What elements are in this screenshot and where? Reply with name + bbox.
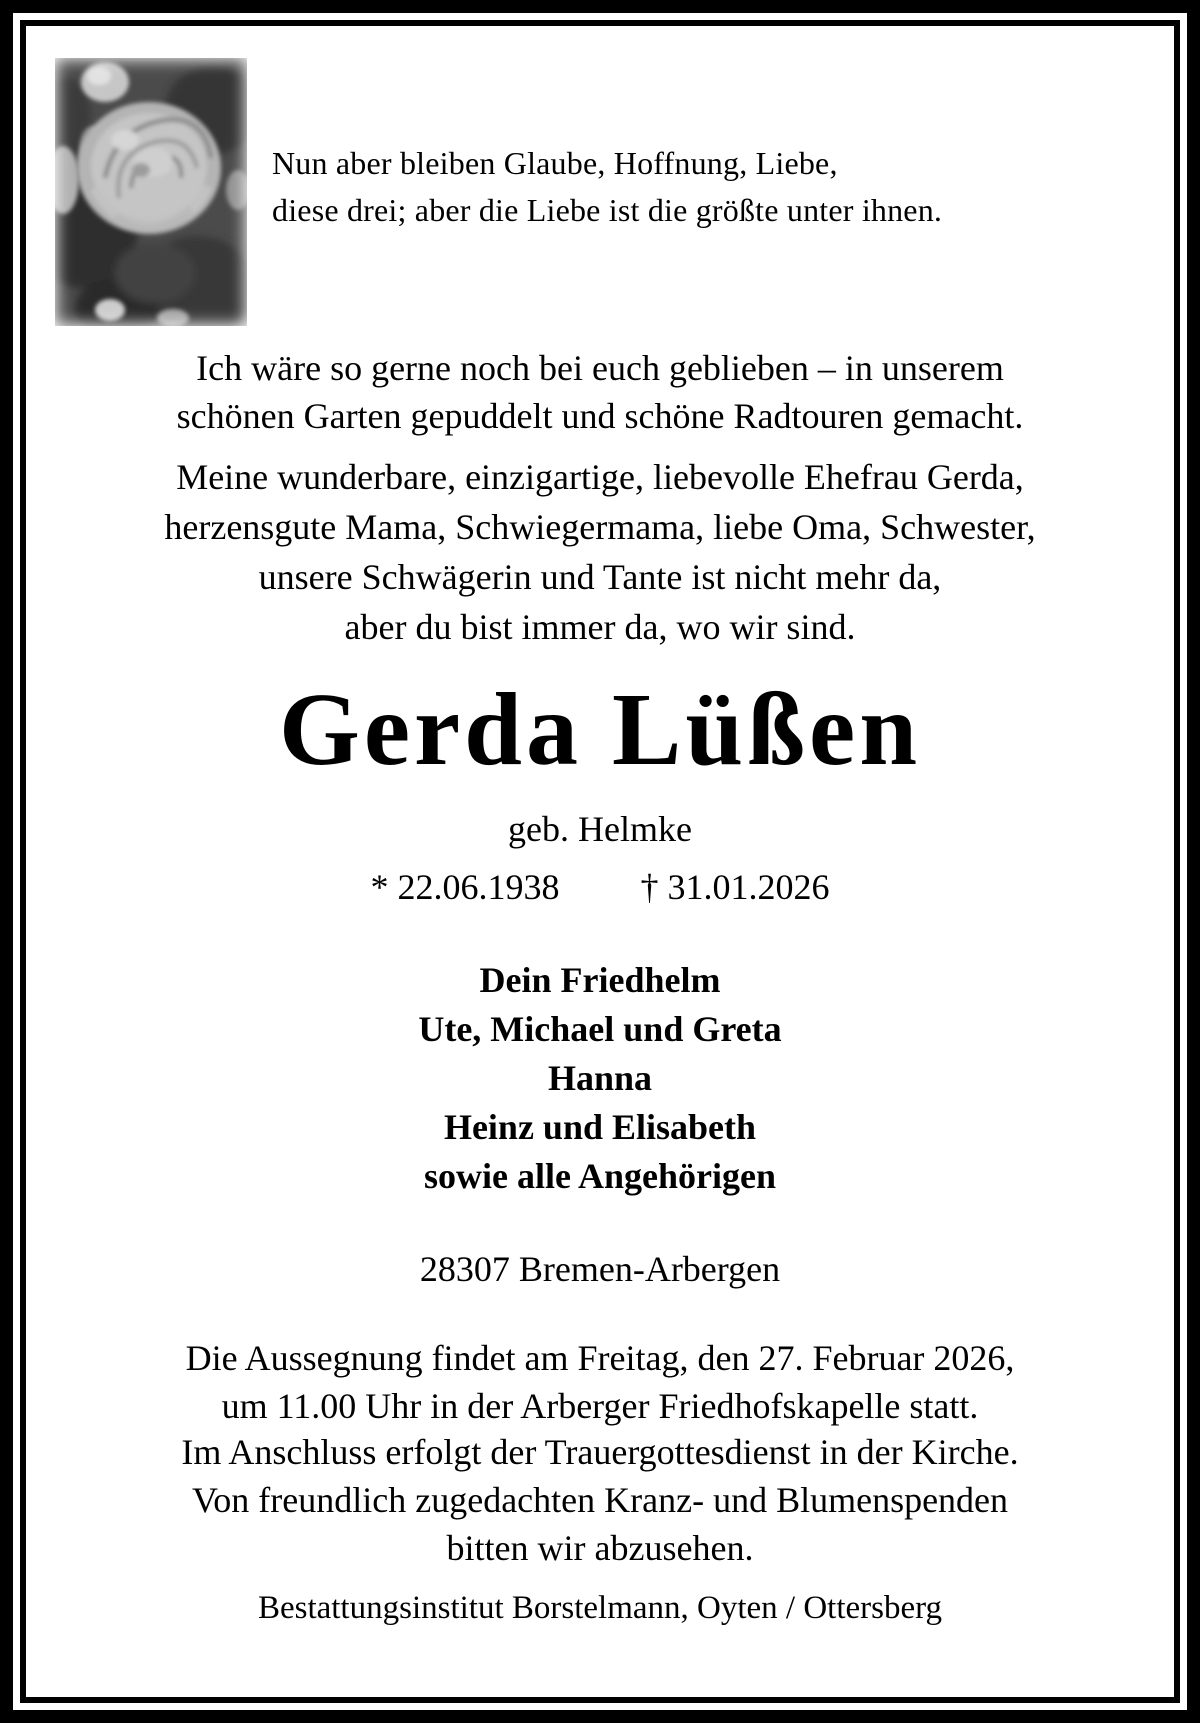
opening-paragraph bbox=[26, 344, 1174, 440]
service-info-line: um 11.00 Uhr in der Arberger Friedhofskapelle statt. bbox=[221, 1386, 979, 1426]
mourner-line: Ute, Michael und Greta bbox=[418, 1009, 782, 1049]
opening-line: schönen Garten gepuddelt und schöne Radtouren gemacht. bbox=[176, 396, 1024, 436]
obituary-inner-frame bbox=[20, 20, 1180, 1703]
donation-note-line: Von freundlich zugedachten Kranz- und Blumenspenden bbox=[191, 1480, 1009, 1520]
maiden-name: geb. Helmke bbox=[508, 809, 692, 849]
deceased-name: Gerda Lüßen bbox=[278, 672, 922, 787]
service-info bbox=[26, 1334, 1174, 1430]
opening-line: Ich wäre so gerne noch bei euch geblieben – in unserem bbox=[196, 348, 1004, 388]
location-line: 28307 Bremen-Arbergen bbox=[419, 1249, 781, 1289]
mourner-line: sowie alle Angehörigen bbox=[424, 1156, 776, 1196]
tribute-line: aber du bist immer da, wo wir sind. bbox=[344, 607, 856, 647]
tribute-line: herzensgute Mama, Schwiegermama, liebe Oma, Schwester, bbox=[164, 507, 1036, 547]
donation-note-line: bitten wir abzusehen. bbox=[446, 1528, 754, 1568]
mourner-line: Dein Friedhelm bbox=[479, 960, 721, 1000]
tribute-line: unsere Schwägerin und Tante ist nicht mehr da, bbox=[258, 557, 942, 597]
funeral-home-line: Bestattungsinstitut Borstelmann, Oyten / Ottersberg bbox=[257, 1590, 943, 1626]
mourners-list bbox=[26, 956, 1174, 1201]
rose-photo bbox=[55, 58, 247, 326]
birth-date: * 22.06.1938 bbox=[370, 867, 560, 907]
bible-quote-line: Nun aber bleiben Glaube, Hoffnung, Liebe, bbox=[272, 145, 838, 181]
service-info-line: Die Aussegnung findet am Freitag, den 27. Februar 2026, bbox=[185, 1338, 1015, 1378]
death-date: † 31.01.2026 bbox=[640, 867, 830, 907]
church-service-line: Im Anschluss erfolgt der Trauergottesdienst in der Kirche. bbox=[181, 1432, 1019, 1472]
life-dates bbox=[26, 866, 1174, 908]
tribute-paragraph bbox=[26, 452, 1174, 652]
bible-quote-line: diese drei; aber die Liebe ist die größte unter ihnen. bbox=[272, 192, 943, 228]
mourner-line: Hanna bbox=[547, 1058, 653, 1098]
donation-note bbox=[26, 1476, 1174, 1572]
mourner-line: Heinz und Elisabeth bbox=[443, 1107, 757, 1147]
tribute-line: Meine wunderbare, einzigartige, liebevolle Ehefrau Gerda, bbox=[176, 457, 1024, 497]
church-service-info bbox=[26, 1428, 1174, 1476]
bible-quote bbox=[272, 140, 942, 234]
